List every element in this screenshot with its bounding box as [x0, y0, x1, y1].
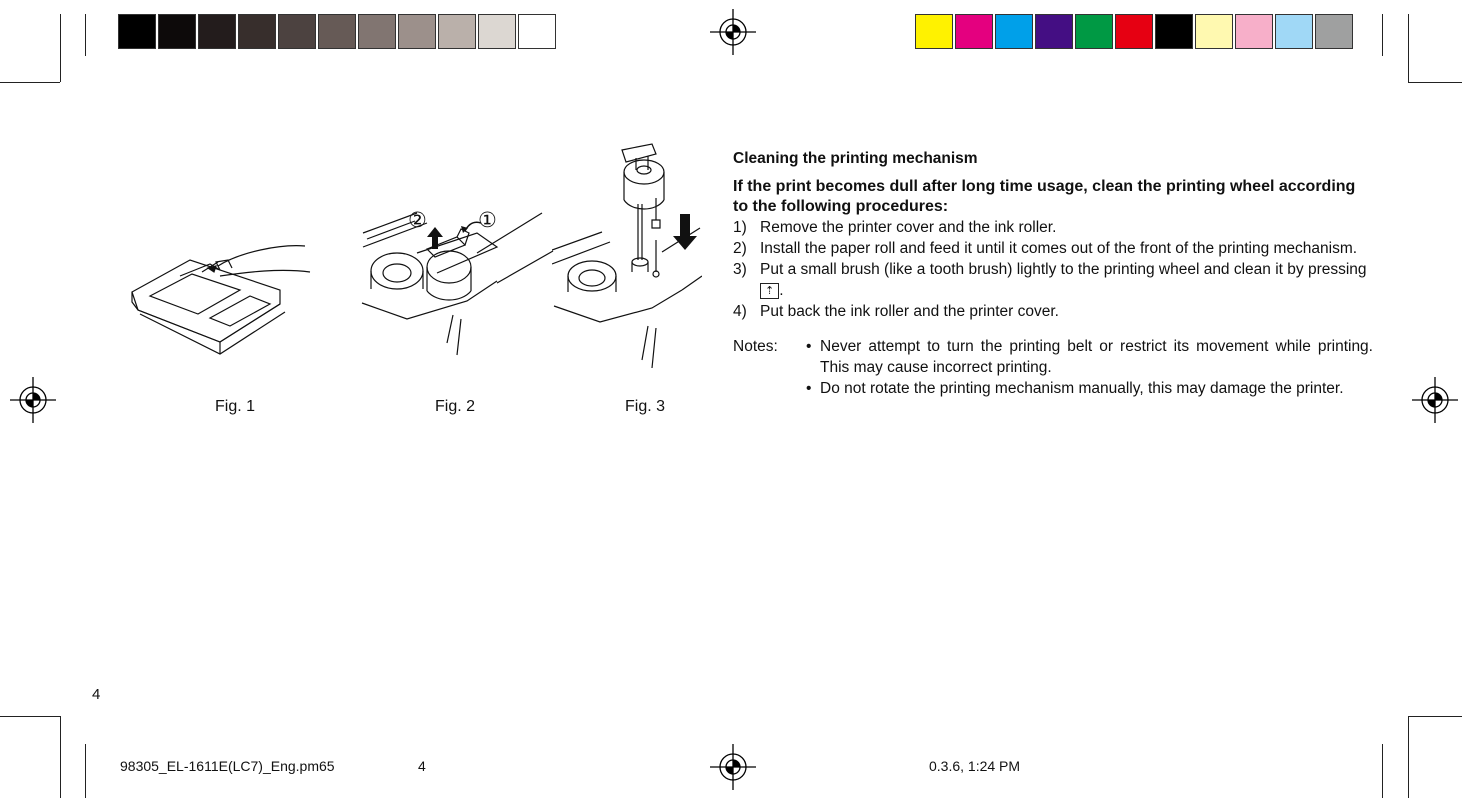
crop-mark [85, 744, 86, 798]
cmyk-color-bar [915, 14, 1355, 49]
color-swatch [915, 14, 953, 49]
step-text: Put back the ink roller and the printer cover. [760, 303, 1059, 320]
figure-2-caption: Fig. 2 [434, 398, 475, 415]
step-text: Remove the printer cover and the ink roller. [760, 219, 1057, 236]
note-text: Do not rotate the printing mechanism manually, this may damage the printer. [820, 380, 1344, 397]
color-swatch [358, 14, 396, 49]
crop-mark [1408, 716, 1409, 798]
color-swatch [318, 14, 356, 49]
color-swatch [1275, 14, 1313, 49]
color-swatch [1155, 14, 1193, 49]
crop-mark [60, 716, 61, 798]
registration-mark-icon [1412, 377, 1458, 423]
notes-block [733, 336, 1373, 399]
crop-mark [1382, 744, 1383, 798]
bullet-icon: • [806, 380, 812, 397]
color-swatch [278, 14, 316, 49]
color-swatch [118, 14, 156, 49]
color-swatch [955, 14, 993, 49]
color-swatch [1315, 14, 1353, 49]
color-swatch [1115, 14, 1153, 49]
figure-1-caption: Fig. 1 [214, 398, 255, 415]
figure-2-illustration [357, 193, 557, 363]
color-swatch [995, 14, 1033, 49]
step-item [733, 301, 1373, 322]
crop-mark [85, 14, 86, 56]
page-number: 4 [92, 686, 101, 703]
footer-page: 4 [418, 758, 426, 774]
registration-mark-icon [710, 9, 756, 55]
section-heading: Cleaning the printing mechanism [733, 150, 978, 167]
color-swatch [238, 14, 276, 49]
crop-mark [0, 716, 60, 717]
crop-mark [0, 82, 60, 83]
crop-mark [1408, 82, 1462, 83]
paper-feed-key-icon: ⇡ [760, 283, 779, 299]
color-swatch [1075, 14, 1113, 49]
color-swatch [198, 14, 236, 49]
bullet-icon: • [806, 338, 812, 355]
crop-mark [1382, 14, 1383, 56]
step-number: 1) [733, 219, 747, 236]
figure-2-marker-1: ① [478, 209, 497, 232]
step-item [733, 217, 1373, 238]
step-item [733, 259, 1373, 301]
cleaning-section [733, 148, 1373, 399]
color-swatch [158, 14, 196, 49]
registration-mark-icon [710, 744, 756, 790]
footer-timestamp: 0.3.6, 1:24 PM [929, 758, 1021, 774]
registration-mark-icon [10, 377, 56, 423]
color-swatch [398, 14, 436, 49]
figure-3-caption: Fig. 3 [624, 398, 665, 415]
figure-2-marker-2: ② [408, 209, 427, 232]
color-swatch [1195, 14, 1233, 49]
color-swatch [478, 14, 516, 49]
step-text: Put a small brush (like a tooth brush) lightly to the printing wheel and clean it by pressing [760, 261, 1367, 278]
figure-3-illustration [552, 140, 702, 370]
color-swatch [518, 14, 556, 49]
note-text: Never attempt to turn the printing belt or restrict its movement while printing. This may cause incorrect printing. [820, 338, 1373, 376]
color-swatch [1235, 14, 1273, 49]
crop-mark [1408, 14, 1409, 82]
step-number: 4) [733, 303, 747, 320]
grayscale-color-bar [118, 14, 558, 49]
note-item [806, 336, 1373, 378]
step-text-end: . [779, 282, 784, 299]
color-swatch [1035, 14, 1073, 49]
section-intro: If the print becomes dull after long time usage, clean the printing wheel according to the following procedures: [733, 178, 1356, 215]
step-text: Install the paper roll and feed it until it comes out of the front of the printing mechanism. [760, 240, 1358, 257]
crop-mark [1408, 716, 1462, 717]
footer-filename: 98305_EL-1611E(LC7)_Eng.pm65 [120, 758, 335, 774]
crop-mark [60, 14, 61, 82]
step-number: 3) [733, 261, 747, 278]
note-item [806, 378, 1373, 399]
step-item [733, 238, 1373, 259]
color-swatch [438, 14, 476, 49]
procedure-steps [733, 217, 1373, 322]
figure-1-illustration [120, 232, 320, 372]
step-number: 2) [733, 240, 747, 257]
notes-label: Notes: [733, 338, 778, 355]
